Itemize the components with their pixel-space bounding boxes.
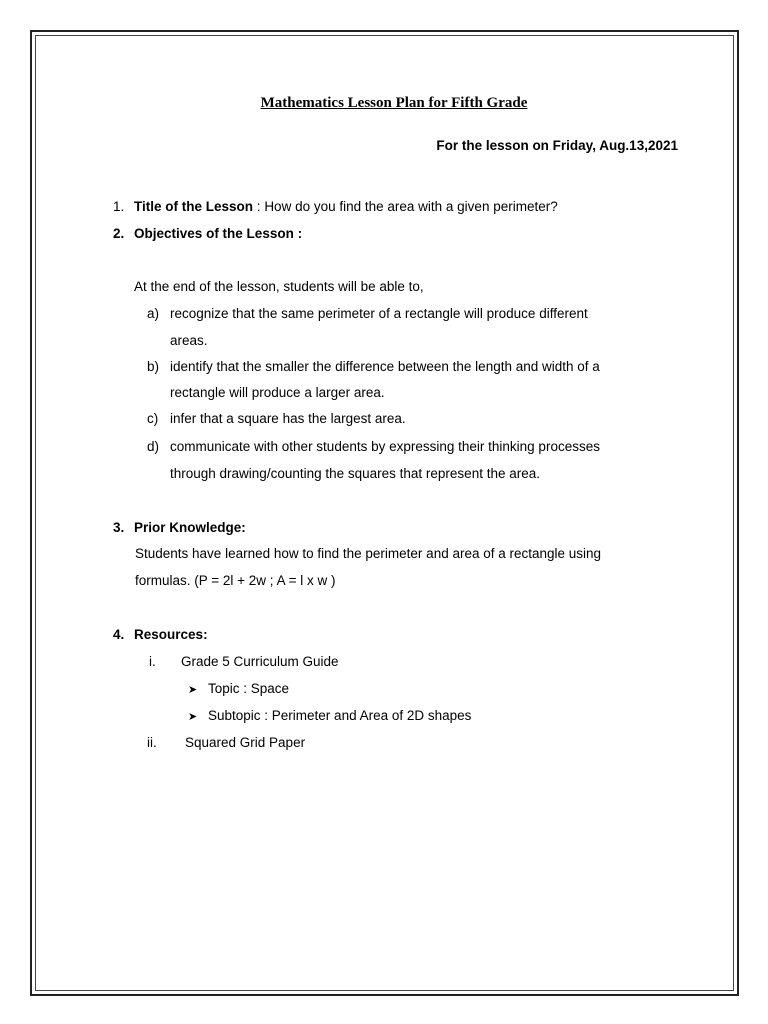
- objective-b-line-2: rectangle will produce a larger area.: [170, 385, 385, 400]
- objective-a-line-1: recognize that the same perimeter of a rectangle will produce different: [170, 306, 588, 321]
- document-title: Mathematics Lesson Plan for Fifth Grade: [260, 95, 528, 111]
- section-3-number: 3.: [113, 520, 125, 535]
- objective-a-line-2: areas.: [170, 333, 208, 348]
- section-2-number: 2.: [113, 226, 125, 241]
- section-1-number: 1.: [113, 199, 125, 214]
- page-inner-border: [35, 35, 734, 991]
- section-3-heading-row: [113, 520, 246, 536]
- objective-d-marker: d): [147, 439, 160, 454]
- arrow-bullet-icon: ➤: [188, 684, 198, 696]
- objective-d-line-2: through drawing/counting the squares that represent the area.: [170, 466, 540, 481]
- resource-i-marker: i.: [149, 654, 156, 669]
- prior-knowledge-line-1: Students have learned how to find the perimeter and area of a rectangle using: [135, 546, 602, 561]
- section-3-heading: Prior Knowledge:: [134, 520, 246, 535]
- objectives-intro: At the end of the lesson, students will be able to,: [134, 279, 424, 294]
- section-2-heading: Objectives of the Lesson :: [134, 226, 303, 241]
- lesson-date: For the lesson on Friday, Aug.13,2021: [436, 138, 678, 153]
- section-4-heading-row: [113, 627, 208, 643]
- resource-subitem-subtopic: [188, 708, 471, 725]
- resource-ii-marker: ii.: [147, 735, 157, 750]
- objective-b-marker: b): [147, 359, 160, 374]
- resource-subitem-topic-text: Topic : Space: [208, 681, 290, 696]
- objective-c-marker: c): [147, 411, 159, 426]
- arrow-bullet-icon: ➤: [188, 711, 198, 723]
- section-1-separator: :: [253, 199, 265, 214]
- objective-d-line-1: communicate with other students by expressing their thinking processes: [170, 439, 600, 454]
- section-1-heading: Title of the Lesson: [134, 199, 254, 214]
- objective-a-marker: a): [147, 306, 160, 321]
- resource-subitem-topic: [188, 681, 289, 698]
- resource-i-text: Grade 5 Curriculum Guide: [181, 654, 339, 669]
- section-1: [113, 199, 558, 215]
- section-2-heading-row: [113, 226, 302, 242]
- objective-c-line-1: infer that a square has the largest area.: [170, 411, 406, 426]
- objective-b-line-1: identify that the smaller the difference between the length and width of a: [170, 359, 600, 374]
- prior-knowledge-line-2: formulas. (P = 2l + 2w ; A = l x w ): [135, 573, 336, 588]
- section-4-number: 4.: [113, 627, 125, 642]
- resource-ii-text: Squared Grid Paper: [185, 735, 306, 750]
- resource-subitem-subtopic-text: Subtopic : Perimeter and Area of 2D shapes: [208, 708, 472, 723]
- section-4-heading: Resources:: [134, 627, 208, 642]
- section-1-text: How do you find the area with a given perimeter?: [264, 199, 558, 214]
